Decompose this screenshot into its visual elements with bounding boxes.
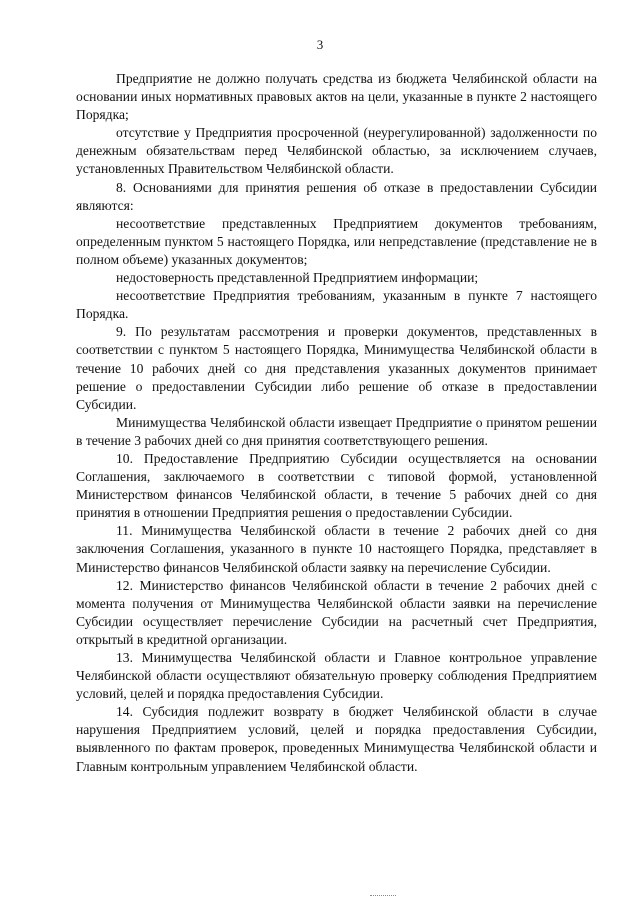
paragraph-9-decision: 9. По результатам рассмотрения и проверки документов, представленных в соответствии с пунктом 5 настоящего Порядка, Минимущества Челябинской области в течение 10 рабочих дней со дня представления указанных документов принимает решение о предоставлении Субсидии либо решение об отказе в предоставлении Субсидии. <box>76 324 597 412</box>
paragraph-14-refund: 14. Субсидия подлежит возврату в бюджет Челябинской области в случае нарушения Предприятием условий, целей и порядка предоставления Субсидии, выявленного по фактам проверок, проведенных Минимущества Челябинской области и Главным контрольным управлением Челябинской области. <box>76 704 597 774</box>
paragraph-notification: Минимущества Челябинской области извещает Предприятие о принятом решении в течение 3 рабочих дней со дня принятия соответствующего решения. <box>76 414 597 448</box>
paragraph-12-transfer: 12. Министерство финансов Челябинской области в течение 2 рабочих дней с момента получения от Минимущества Челябинской области заявки на перечисление Субсидии осуществляет перечисление Субсидии на расчетный счет Предприятия, открытый в кредитной организации. <box>76 577 597 647</box>
paragraph-false-information: недостоверность представленной Предприятием информации; <box>116 270 479 286</box>
paragraph-documents-mismatch: несоответствие представленных Предприятием документов требованиям, определенным пунктом 5 настоящего Порядка, или непредставление (представление не в полном объеме) указанных документов; <box>76 215 597 267</box>
document-body <box>76 70 597 776</box>
page-number: 3 <box>316 37 324 52</box>
paragraph-10-agreement: 10. Предоставление Предприятию Субсидии осуществляется на основании Соглашения, заключаемого в соответствии с типовой формой, установленной Министерством финансов Челябинской области, в течение 5 рабочих дней со дня принятия в отношении Предприятия решения о предоставлении Субсидии. <box>76 450 597 521</box>
paragraph-requirements-mismatch: несоответствие Предприятия требованиям, указанным в пункте 7 настоящего Порядка. <box>76 288 597 322</box>
paragraph-8-refusal-grounds: 8. Основаниями для принятия решения об отказе в предоставлении Субсидии являются: <box>76 179 597 213</box>
paragraph-no-overdue-debt: отсутствие у Предприятия просроченной (неурегулированной) задолженности по денежным обязательствам перед Челябинской областью, за исключением случаев, установленных Правительством Челябинской области. <box>76 125 597 177</box>
paragraph-13-control: 13. Минимущества Челябинской области и Главное контрольное управление Челябинской области осуществляют обязательную проверку соблюдения Предприятием условий, целей и порядка предоставления Субсидии. <box>76 650 597 702</box>
paragraph-no-other-budget-funds: Предприятие не должно получать средства из бюджета Челябинской области на основании иных нормативных правовых актов на цели, указанные в пункте 2 настоящего Порядка; <box>76 71 597 123</box>
scan-artifact <box>370 895 396 897</box>
paragraph-11-request: 11. Минимущества Челябинской области в течение 2 рабочих дней со дня заключения Соглашения, указанного в пункте 10 настоящего Порядка, представляет в Министерство финансов Челябинской области заявку на перечисление Субсидии. <box>76 523 597 575</box>
